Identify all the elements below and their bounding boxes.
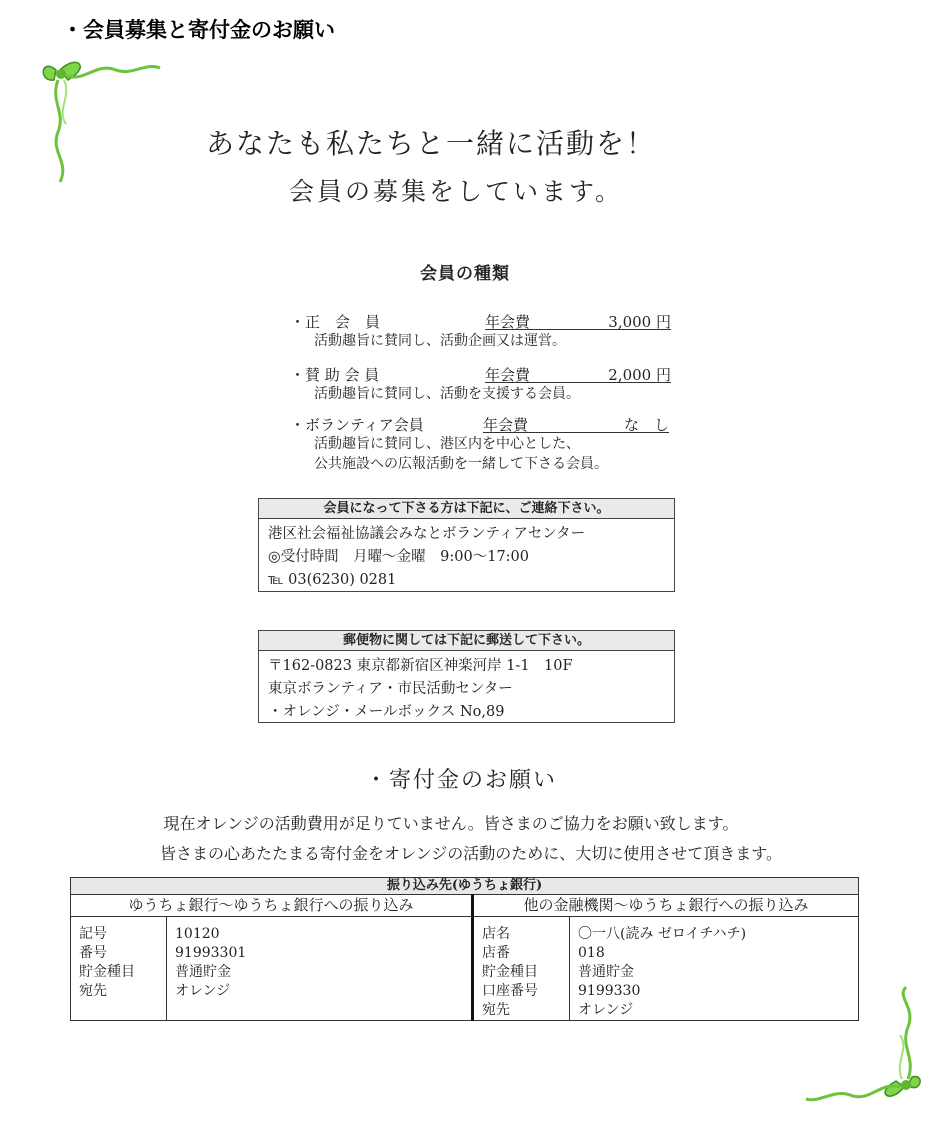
- fee-label: 年会費: [483, 416, 529, 434]
- bank-transfer-table: [70, 877, 859, 1021]
- value: 10120: [175, 926, 220, 942]
- mail-box: [258, 630, 675, 723]
- mail-line: 東京ボランティア・市民活動センター: [268, 681, 513, 697]
- membership-name: ・ボランティア会員: [290, 416, 424, 434]
- membership-fee: [485, 311, 671, 330]
- ribbon-top-left-icon: [36, 52, 168, 190]
- fee-amount: 2,000 円: [608, 366, 671, 384]
- page-title: ・会員募集と寄付金のお願い: [62, 18, 335, 42]
- membership-name: ・正 会 員: [290, 313, 381, 331]
- bank-table-caption: 振り込み先(ゆうちょ銀行): [71, 878, 859, 895]
- fee-label: 年会費: [485, 313, 531, 331]
- bank-left-header: ゆうちょ銀行～ゆうちょ銀行への振り込み: [71, 895, 473, 917]
- desc-line: 活動趣旨に賛同し、港区内を中心とした、: [314, 436, 580, 452]
- value: 018: [578, 945, 605, 961]
- donation-title: ・寄付金のお願い: [365, 768, 558, 793]
- mail-line: 〒162-0823 東京都新宿区神楽河岸 1-1 10F: [268, 658, 573, 674]
- headline-recruiting: 会員の募集をしています。: [288, 177, 623, 206]
- mail-line: ・オレンジ・メールボックス No,89: [268, 704, 505, 720]
- bank-right-keys: [473, 917, 570, 1021]
- fee-amount: 3,000 円: [608, 313, 671, 331]
- desc-line: 公共施設への広報活動を一緒して下さる会員。: [314, 456, 608, 472]
- membership-types-title: 会員の種類: [420, 264, 510, 284]
- bank-left-keys: [71, 917, 167, 1021]
- value: 普通貯金: [175, 964, 231, 980]
- key: 貯金種目: [482, 964, 538, 980]
- contact-line: 港区社会福祉協議会みなとボランティアセンター: [268, 526, 586, 542]
- membership-desc: [314, 434, 608, 474]
- bank-right-values: [570, 917, 859, 1021]
- value: オレンジ: [175, 983, 231, 999]
- key: 貯金種目: [79, 964, 135, 980]
- value: 〇一八(読み ゼロイチハチ): [578, 926, 747, 942]
- contact-line: ℡ 03(6230) 0281: [268, 572, 397, 588]
- key: 店名: [482, 926, 510, 942]
- headline-join: あなたも私たちと一緒に活動を！: [205, 127, 656, 160]
- membership-fee: [483, 414, 669, 433]
- key: 宛先: [79, 983, 107, 999]
- value: 9199330: [578, 983, 641, 999]
- value: 91993301: [175, 945, 247, 961]
- desc-line: 活動趣旨に賛同し、活動企画又は運営。: [314, 333, 566, 349]
- value: 普通貯金: [578, 964, 634, 980]
- value: オレンジ: [578, 1002, 634, 1018]
- bank-left-values: [167, 917, 473, 1021]
- donation-paragraph: 皆さまの心あたたまる寄付金をオレンジの活動のために、大切に使用させて頂きます。: [160, 844, 782, 863]
- membership-fee: [485, 364, 671, 383]
- contact-box: [258, 498, 675, 592]
- fee-label: 年会費: [485, 366, 531, 384]
- key: 記号: [79, 926, 107, 942]
- key: 店番: [482, 945, 510, 961]
- membership-desc: [314, 384, 580, 404]
- donation-paragraph: 現在オレンジの活動費用が足りていません。皆さまのご協力をお願い致します。: [163, 814, 739, 833]
- key: 番号: [79, 945, 107, 961]
- contact-box-header: 会員になって下さる方は下記に、ご連絡下さい。: [259, 499, 674, 519]
- key: 宛先: [482, 1002, 510, 1018]
- fee-amount: な し: [623, 416, 669, 434]
- membership-name: ・賛 助 会 員: [290, 366, 380, 384]
- bank-right-header: 他の金融機関～ゆうちょ銀行への振り込み: [473, 895, 859, 917]
- contact-line: ◎受付時間 月曜～金曜 9:00～17:00: [268, 549, 529, 565]
- key: 口座番号: [482, 983, 538, 999]
- desc-line: 活動趣旨に賛同し、活動を支援する会員。: [314, 386, 580, 402]
- mail-box-header: 郵便物に関しては下記に郵送して下さい。: [259, 631, 674, 651]
- membership-desc: [314, 331, 566, 351]
